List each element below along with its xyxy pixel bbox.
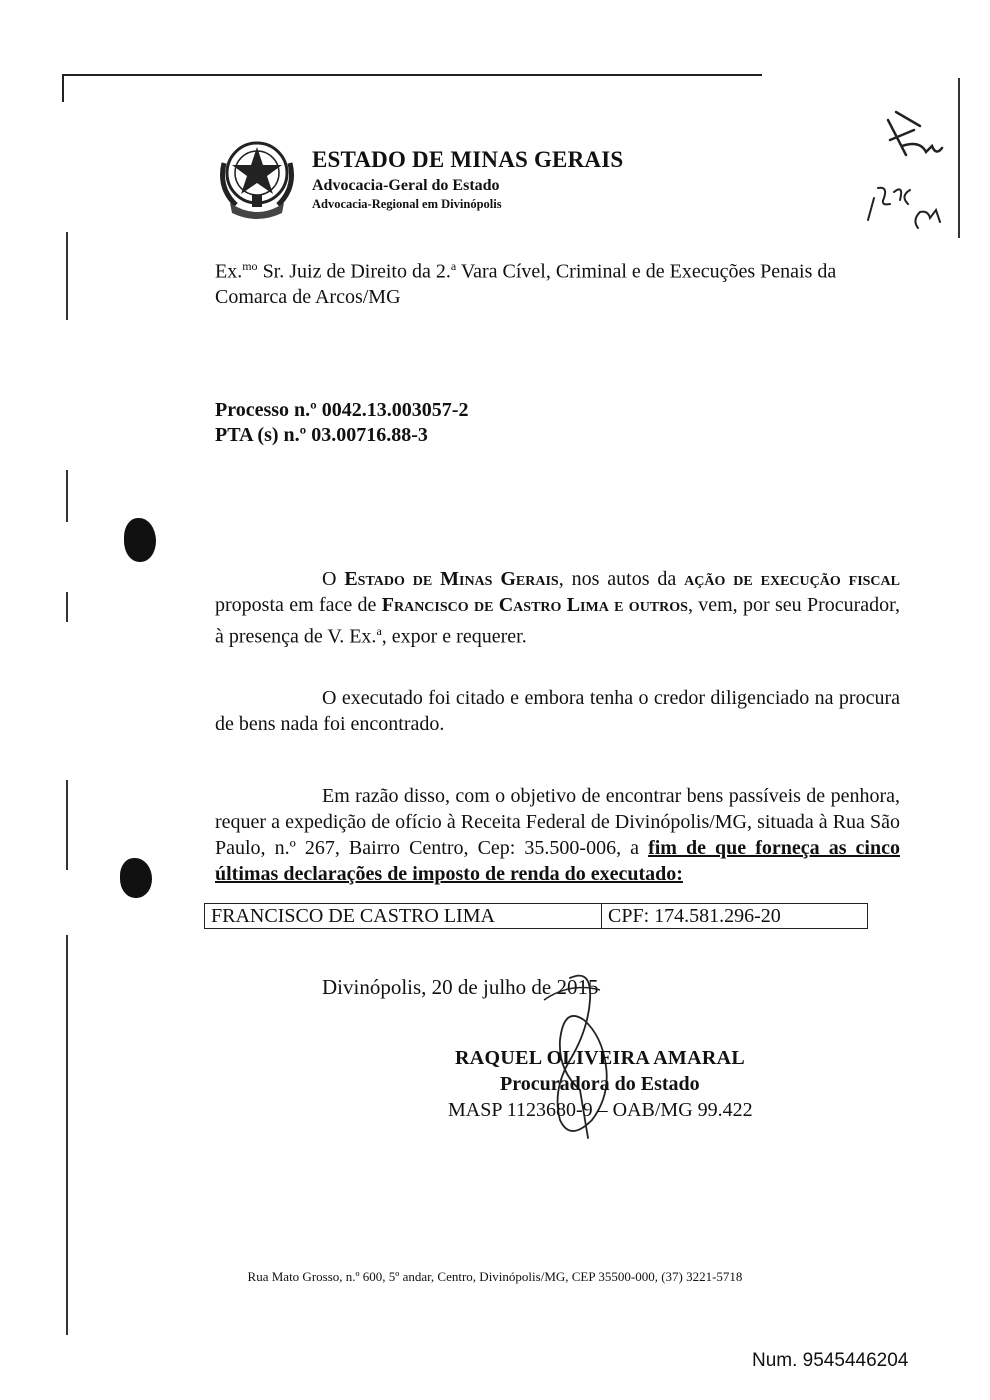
addressee <box>215 254 905 310</box>
date-line: Divinópolis, 20 de julho de 2015 <box>322 975 599 999</box>
defendant-id-table <box>204 903 868 929</box>
state-coat-of-arms-icon <box>216 133 298 223</box>
defendant-cpf-cell: CPF: 174.581.296-20 <box>608 905 781 927</box>
scan-border-top <box>62 74 762 76</box>
signatory-name: RAQUEL OLIVEIRA AMARAL <box>455 1047 745 1069</box>
case-numbers <box>215 398 468 448</box>
scan-margin-line <box>66 232 68 320</box>
scan-margin-line <box>66 470 68 522</box>
scan-margin-line <box>66 780 68 870</box>
scan-margin-line <box>66 592 68 622</box>
punch-hole-mark <box>120 858 152 898</box>
paragraph-intro: O Estado de Minas Gerais, nos autos da ação de execução fiscal proposta em face de Francisco de Castro Lima e outros, vem, por seu Procurador, à presença de V. Ex.$^a$, expor e requerer. <box>215 568 901 648</box>
footer-address: Rua Mato Grosso, n.º 600, 5º andar, Centro, Divinópolis/MG, CEP 35500-000, (37) 3221-5718 <box>247 1269 743 1284</box>
paragraph-citation: O executado foi citado e embora tenha o credor diligenciado na procura de bens nada foi encontrado. <box>215 687 900 735</box>
paragraph-request: Em razão disso, com o objetivo de encontrar bens passíveis de penhora, requer a expedição de ofício à Receita Federal de Divinópolis/MG, situada à Rua São Paulo, n.º 267, Bairro Centro, Cep: 35.500-006, a fim de que forneça as cinco últimas declarações de imposto de renda do executado: <box>215 785 900 885</box>
header-subtitle: Advocacia-Geral do Estado <box>312 177 500 194</box>
defendant-name-cell: FRANCISCO DE CASTRO LIMA <box>205 904 602 928</box>
punch-hole-mark <box>124 518 156 562</box>
scan-border-corner <box>62 74 64 102</box>
addressee-line-1: Ex.$^{mo}$ Sr. Juiz de Direito da 2.$^a$ Vara Cível, Criminal e de Execuções Penais da <box>215 259 837 283</box>
addressee-line-2: Comarca de Arcos/MG <box>215 285 401 308</box>
pta-number: PTA (s) n.º 03.00716.88-3 <box>215 424 428 446</box>
signatory-registration: MASP 1123680-9 – OAB/MG 99.422 <box>448 1099 753 1121</box>
document-number: Num. 9545446204 <box>752 1350 909 1371</box>
header-office: Advocacia-Regional em Divinópolis <box>312 197 502 211</box>
handwritten-page-annotation <box>860 100 960 250</box>
signatory-role: Procuradora do Estado <box>500 1073 700 1095</box>
header-title: ESTADO DE MINAS GERAIS <box>312 147 624 172</box>
processo-number: Processo n.º 0042.13.003057-2 <box>215 399 469 421</box>
